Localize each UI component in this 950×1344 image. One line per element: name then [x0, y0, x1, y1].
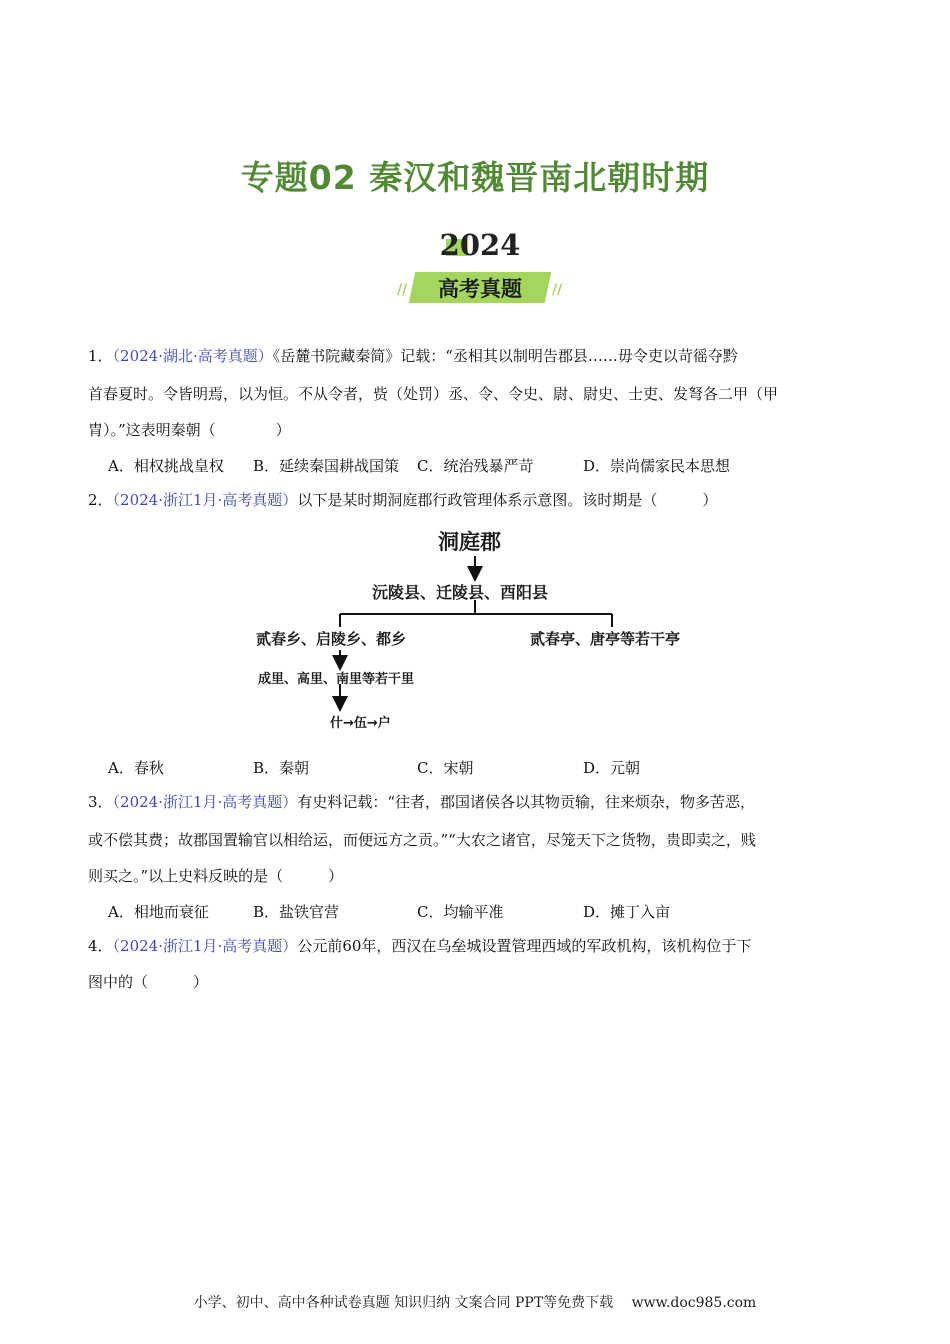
question-text: 图中的（ ） — [88, 973, 209, 991]
question-text: 《岳麓书院藏秦简》记载：“丞相其以制明告郡县……毋令吏以苛徭夺黔 — [272, 347, 738, 365]
page-footer: 小学、初中、高中各种试卷真题 知识归纳 文案合同 PPT等免费下载 www.doc985.com — [193, 1295, 757, 1311]
question-text: 则买之。”以上史料反映的是（ ） — [88, 867, 344, 885]
question-1 — [88, 346, 738, 366]
question-text: 首春夏时。令皆明焉，以为恒。不从令者，赀（处罚）丞、令、令史、尉、尉史、士吏、发弩各二甲（甲 — [88, 385, 779, 403]
option-a: A．相权挑战皇权 — [108, 457, 224, 475]
option-c: C．宋朝 — [417, 759, 474, 777]
diagram-commandery: 洞庭郡 — [438, 530, 501, 554]
option-a: A．相地而衰征 — [108, 903, 209, 921]
left-slash-decoration: // — [397, 282, 408, 298]
question-number: 3． — [88, 793, 113, 811]
question-number: 2． — [88, 491, 113, 509]
question-text: 或不偿其费；故郡国置输官以相给运，而便远方之贡。”“大农之诸官，尽笼天下之货物，贵即卖之，贱 — [88, 831, 756, 849]
year-badge — [395, 228, 565, 308]
option-b: B．延续秦国耕战国策 — [253, 457, 400, 475]
question-source: （2024·浙江1月·高考真题） — [112, 793, 298, 811]
question-3 — [88, 792, 755, 812]
right-slash-decoration: // — [552, 282, 563, 298]
question-4 — [88, 936, 751, 956]
question-text: 公元前60年，西汉在乌垒城设置管理西域的军政机构，该机构位于下 — [297, 937, 752, 955]
diagram-households: 什→伍→户 — [330, 716, 391, 731]
question-2 — [88, 490, 717, 510]
banner-label: 高考真题 — [438, 277, 522, 301]
option-b: B．盐铁官营 — [253, 903, 340, 921]
diagram-villages: 成里、高里、南里等若干里 — [258, 672, 415, 687]
diagram-counties: 沅陵县、迁陵县、酉阳县 — [372, 583, 549, 602]
diagram-pavilions: 贰春亭、唐亭等若干亭 — [530, 630, 681, 648]
question-text: 以下是某时期洞庭郡行政管理体系示意图。该时期是（ ） — [297, 491, 718, 509]
admin-hierarchy-diagram — [250, 522, 710, 737]
question-number: 4． — [88, 937, 113, 955]
question-number: 1． — [88, 347, 113, 365]
question-source: （2024·浙江1月·高考真题） — [112, 491, 298, 509]
option-d: D．摊丁入亩 — [583, 903, 671, 921]
option-c: C．均输平准 — [417, 903, 504, 921]
option-a: A．春秋 — [108, 759, 164, 777]
diagram-townships: 贰春乡、启陵乡、都乡 — [256, 630, 407, 648]
option-d: D．元朝 — [583, 759, 641, 777]
year-label: 2024 — [439, 228, 521, 262]
option-c: C．统治残暴严苛 — [417, 457, 534, 475]
question-source: （2024·浙江1月·高考真题） — [112, 937, 298, 955]
question-text: 胄）。”这表明秦朝（ ） — [88, 421, 291, 439]
page-title: 专题02 秦汉和魏晋南北朝时期 — [240, 158, 710, 197]
option-b: B．秦朝 — [253, 759, 310, 777]
question-text: 有史料记载：“往者，郡国诸侯各以其物贡输，往来烦杂，物多苦恶， — [297, 793, 755, 811]
question-source: （2024·湖北·高考真题） — [112, 347, 273, 365]
option-d: D．崇尚儒家民本思想 — [583, 457, 731, 475]
